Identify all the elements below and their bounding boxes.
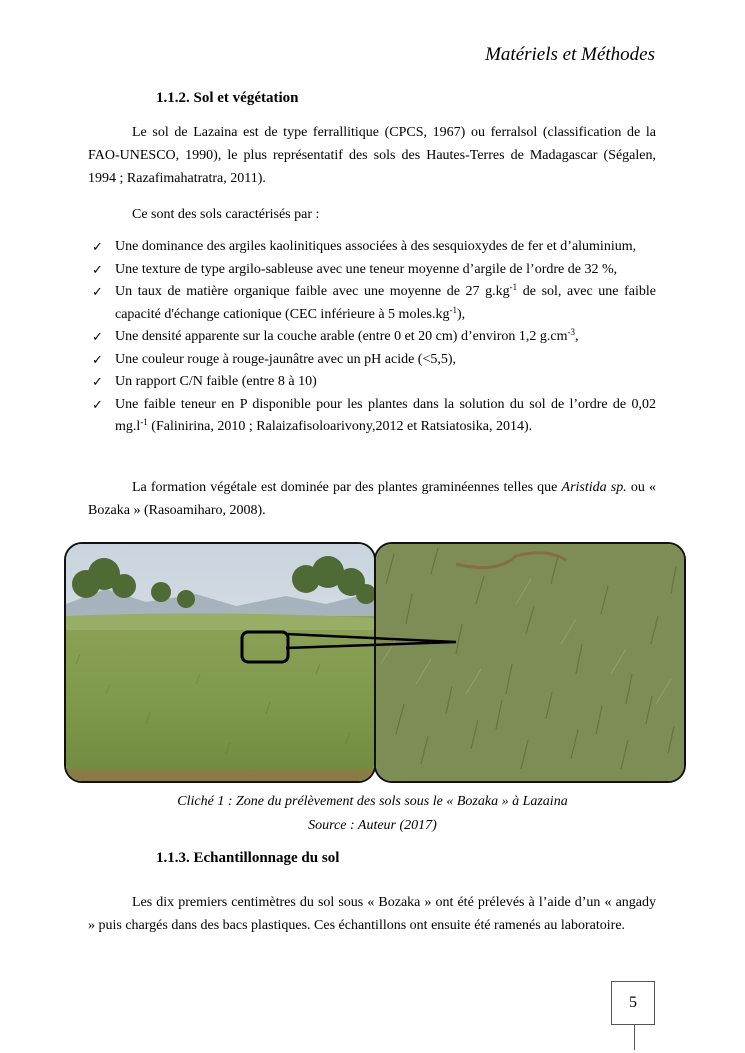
page-number-rule	[634, 1024, 635, 1050]
list-item: ✓ Une faible teneur en P disponible pour les plantes dans la solution du sol de l’ordre de 0,02 $mg.l^{-1}$ (Falinirina, 2010 ; Ralaizafisoloarivony,2012 et Ratsiatosika, 2014).	[88, 394, 656, 439]
check-icon: ✓	[92, 284, 103, 299]
check-icon: ✓	[92, 351, 103, 367]
check-icon: ✓	[92, 329, 103, 344]
list-item: ✓ Un rapport C/N faible (entre 8 à 10)	[88, 371, 656, 394]
check-icon: ✓	[92, 261, 103, 277]
figure-source: Source : Auteur (2017)	[308, 818, 437, 833]
list-item: ✓ Une densité apparente sur la couche arable (entre 0 et 20 cm) d’environ 1,2 $g.cm^{-3}$,	[88, 326, 656, 349]
vegetation-paragraph: La formation végétale est dominée par des plantes graminéennes telles que Aristida sp. ou « Bozaka » (Rasoamiharo, 2008).	[88, 480, 656, 518]
sampling-paragraph: Les dix premiers centimètres du sol sous « Bozaka » ont été prélevés à l’aide d’un « angady » puis chargés dans des bacs plastiques. Ces échantillons ont ensuite été ramenés au laboratoire.	[88, 895, 656, 933]
list-item: ✓ Une dominance des argiles kaolinitiques associées à des sesquioxydes de fer et d’aluminium,	[88, 236, 656, 259]
section-heading-sampling: 1.1.3. Echantillonnage du sol	[156, 850, 340, 866]
list-item: ✓ Une couleur rouge à rouge-jaunâtre avec un pH acide (<5,5),	[88, 349, 656, 372]
section-heading-soil: 1.1.2. Sol et végétation	[156, 90, 299, 106]
check-icon: ✓	[92, 239, 103, 254]
list-item: ✓ Un taux de matière organique faible avec une moyenne de 27 $g.kg^{-1}$ de sol, avec une faible capacité d'échange cationique (CEC inférieure à 5 $moles.kg^{-1}$),	[92, 282, 656, 322]
check-icon: ✓	[92, 396, 103, 412]
soil-intro-paragraph: Le sol de Lazaina est de type ferrallitique (CPCS, 1967) ou ferralsol (classification de la FAO-UNESCO, 1990), le plus représentatif des sols des Hautes-Terres de Madagascar (Ségalen, 1994 ; Razafimahatratra, 2011).	[88, 125, 656, 186]
soil-lead-line: Ce sont des sols caractérisés par :	[132, 207, 320, 222]
list-item: ✓ Une texture de type argilo-sableuse avec une teneur moyenne d’argile de l’ordre de 32 %,	[88, 259, 656, 282]
figure-caption: Cliché 1 : Zone du prélèvement des sols sous le « Bozaka » à Lazaina	[177, 794, 568, 809]
page-number: 5	[611, 981, 655, 1025]
running-header: Matériels et Méthodes	[485, 44, 655, 65]
check-icon: ✓	[92, 374, 103, 389]
